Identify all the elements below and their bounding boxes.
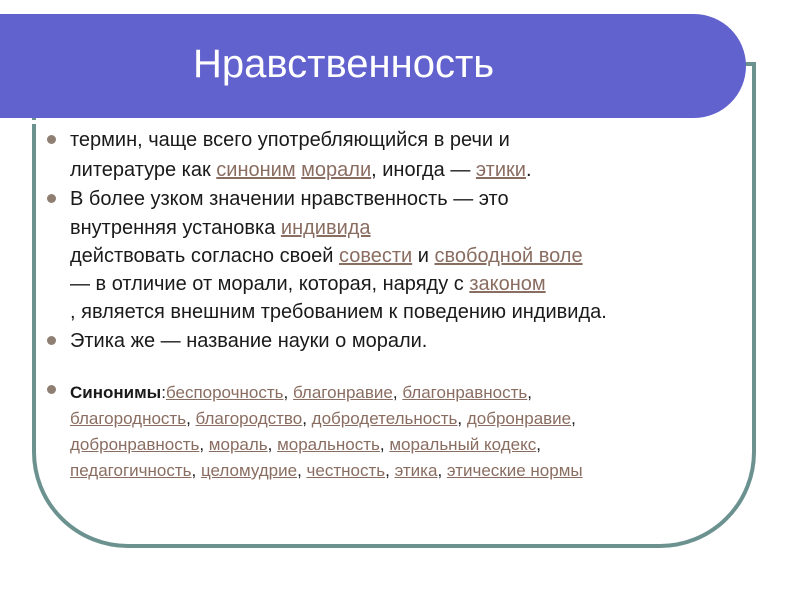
separator: , — [392, 383, 403, 402]
separator: , — [199, 435, 209, 454]
separator: , — [283, 383, 293, 402]
separator: , — [457, 409, 467, 428]
synonym-link[interactable]: благородность — [70, 409, 187, 428]
link-law[interactable]: законом — [469, 273, 546, 295]
separator: , — [527, 383, 532, 402]
bullet-2-line-2 — [70, 215, 371, 241]
synonym-link[interactable]: благородство — [195, 409, 303, 428]
bullet-icon — [47, 194, 56, 203]
synonym-link[interactable]: моральность — [277, 435, 380, 454]
separator: , — [536, 435, 541, 454]
separator: , — [267, 435, 278, 454]
synonyms-colon: : — [161, 383, 166, 402]
separator: , — [191, 461, 201, 480]
bullet-1-line-2 — [70, 157, 532, 183]
text-run: . — [525, 159, 532, 181]
synonyms-line-3 — [70, 433, 541, 457]
bullet-2-line-1: В более узком значении нравственность — это — [70, 188, 509, 210]
bullet-2-line-5: , является внешним требованием к поведению индивида. — [70, 301, 607, 323]
link-synonym[interactable]: синоним — [216, 159, 296, 181]
synonym-link[interactable]: благонравие — [292, 383, 393, 402]
bullet-1-line-1: термин, чаще всего употребляющийся в речи и — [70, 129, 510, 151]
bullet-3-line-1: Этика же — название науки о морали. — [70, 330, 428, 352]
separator: , — [302, 409, 312, 428]
synonym-link[interactable]: благонравность — [402, 383, 528, 402]
slide-title: Нравственность — [193, 42, 495, 86]
synonym-link[interactable]: добронравие — [466, 409, 572, 428]
synonym-link[interactable]: беспорочность — [165, 383, 284, 402]
link-morality[interactable]: морали — [301, 159, 372, 181]
text-run: — в отличие от морали, которая, наряду с — [70, 273, 470, 295]
separator: , — [186, 409, 196, 428]
synonyms-label: Синонимы — [70, 383, 162, 402]
synonym-link[interactable]: честность — [306, 461, 386, 480]
bullet-icon — [47, 385, 56, 394]
synonym-link[interactable]: педагогичность — [70, 461, 192, 480]
separator: , — [379, 435, 390, 454]
separator: , — [385, 461, 395, 480]
synonym-link[interactable]: добродетельность — [311, 409, 458, 428]
text-run: литературе как — [70, 159, 217, 181]
link-free-will[interactable]: свободной воле — [434, 245, 583, 267]
link-individual[interactable]: индивида — [280, 217, 371, 239]
synonym-link[interactable]: добронравность — [70, 435, 200, 454]
text-run: внутренняя установка — [70, 217, 281, 239]
synonyms-line-2 — [70, 407, 576, 431]
bullet-icon — [47, 336, 56, 345]
link-ethics[interactable]: этики — [475, 159, 526, 181]
synonym-link[interactable]: моральный кодекс — [389, 435, 537, 454]
separator: , — [437, 461, 447, 480]
text-run: , иногда — — [371, 159, 476, 181]
synonym-link[interactable]: этика — [394, 461, 438, 480]
bullet-icon — [47, 135, 56, 144]
synonym-link[interactable]: этические нормы — [446, 461, 583, 480]
bullet-2-line-3 — [70, 243, 583, 269]
synonyms-line-4 — [70, 459, 583, 483]
text-run: действовать согласно своей — [70, 245, 339, 267]
separator: , — [297, 461, 307, 480]
separator: , — [571, 409, 576, 428]
synonym-link[interactable]: мораль — [208, 435, 268, 454]
synonym-link[interactable]: целомудрие — [200, 461, 298, 480]
link-conscience[interactable]: совести — [338, 245, 413, 267]
text-run: и — [412, 245, 435, 267]
synonyms-line-1 — [70, 381, 532, 405]
bullet-2-line-4 — [70, 271, 546, 297]
